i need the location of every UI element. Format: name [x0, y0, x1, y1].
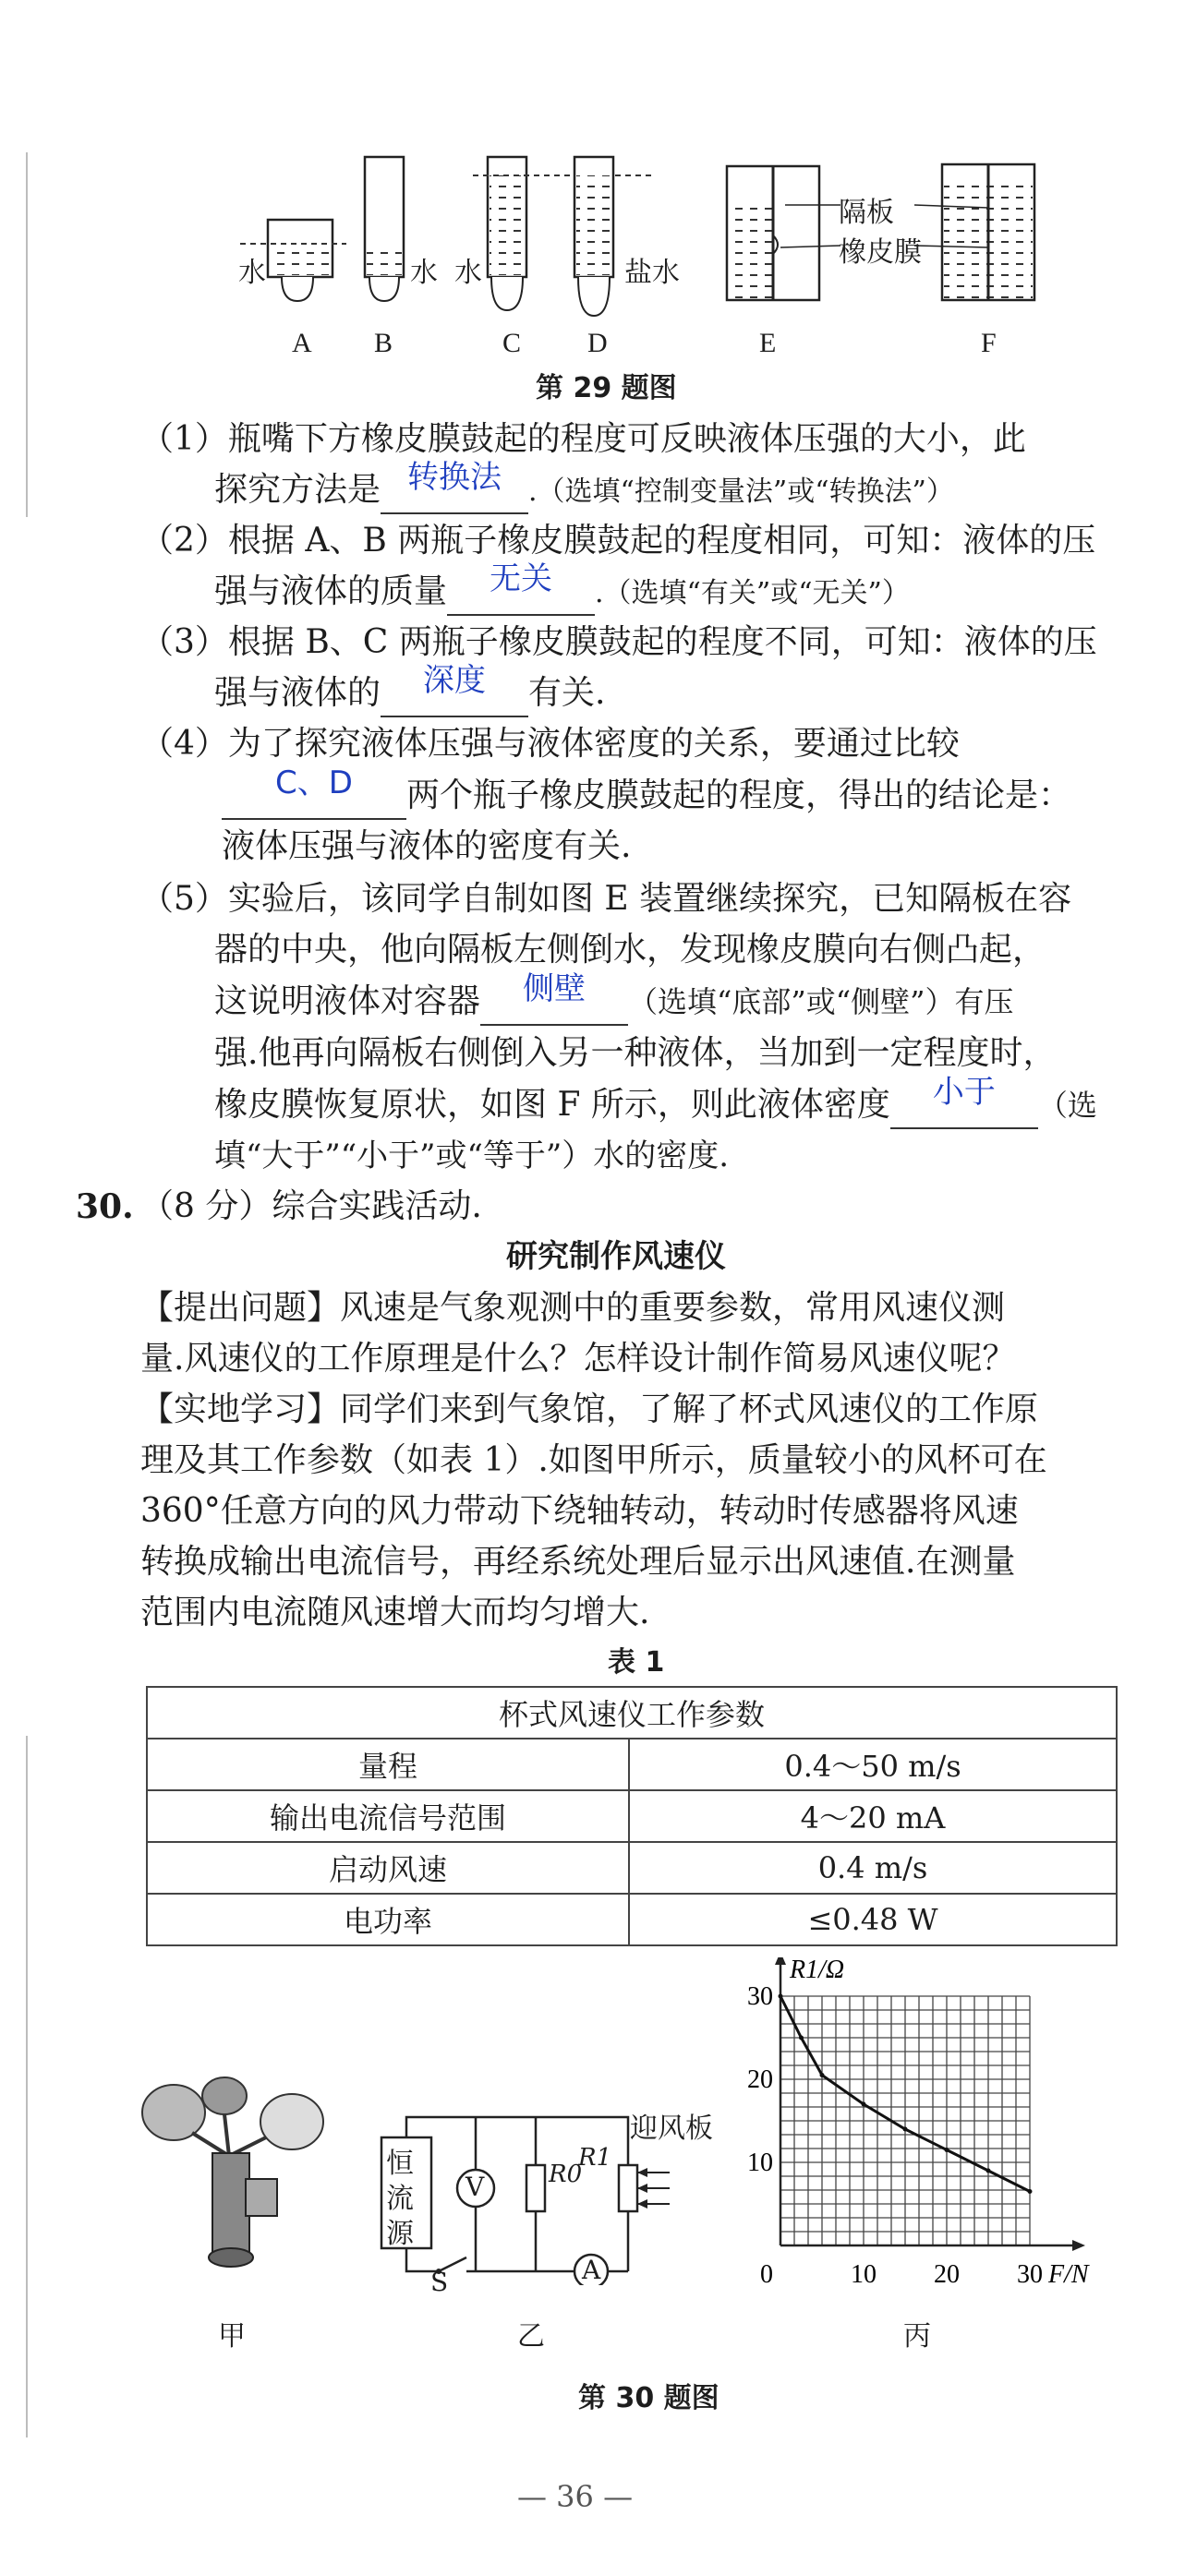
table-1-title: 表 1 [608, 1646, 665, 1679]
q29-s1b-pre: 探究方法是 [214, 471, 381, 509]
x-tick-label: 10 [851, 2260, 877, 2289]
answer-blank-3[interactable] [381, 662, 528, 717]
q29-s2b-post: .（选填“有关”或“无关”） [595, 577, 910, 609]
q29-s2b [214, 560, 910, 616]
table-cell-name: 电功率 [147, 1894, 629, 1945]
label-e: E [759, 328, 777, 358]
label-b: B [374, 328, 393, 358]
table-cell-value: 0.4 m/s [629, 1842, 1117, 1894]
q30-title: 研究制作风速仪 [506, 1238, 726, 1275]
label-rubber: 橡皮膜 [839, 237, 922, 268]
q30-p2a: 【实地学习】同学们来到气象馆，了解了杯式风速仪的工作原 [140, 1390, 1039, 1428]
panel-label-jia: 甲 [218, 2321, 246, 2352]
origin-label: 0 [760, 2260, 773, 2289]
data-point [820, 2073, 825, 2077]
q30-p2b: 理及其工作参数（如表 1）.如图甲所示，质量较小的风杯可在 [140, 1441, 1047, 1479]
answer-5: 侧壁 [523, 970, 586, 1007]
switch-label: S [430, 2267, 449, 2297]
wind-plate-label: 迎风板 [630, 2113, 713, 2145]
q29-s5e [214, 1074, 1097, 1129]
table-row [147, 1739, 1117, 1790]
q29-s3b [214, 662, 606, 717]
q29-s3b-pre: 强与液体的 [214, 674, 381, 712]
y-axis-arrow [775, 1957, 786, 1965]
q30-number: 30. [76, 1187, 134, 1226]
x-axis-arrow [1072, 2240, 1085, 2251]
answer-3: 深度 [423, 662, 487, 699]
table-row [147, 1842, 1117, 1894]
panel-label-bing: 丙 [903, 2321, 931, 2352]
container-e [727, 166, 840, 300]
q29-s3a: （3）根据 B、C 两瓶子橡皮膜鼓起的程度不同，可知：液体的压 [140, 623, 1097, 661]
answer-blank-5[interactable] [480, 970, 628, 1026]
data-point [799, 2036, 804, 2040]
data-point [945, 2148, 949, 2152]
q29-s4b [222, 764, 1072, 820]
container-f [914, 164, 1034, 300]
answer-6: 小于 [932, 1074, 996, 1111]
x-tick-label: 30 [1017, 2260, 1043, 2289]
fig30-caption: 第 30 题图 [578, 2382, 719, 2414]
table-header-row [147, 1687, 1117, 1739]
ammeter-label: A [582, 2255, 601, 2285]
q29-s1a: （1）瓶嘴下方橡皮膜鼓起的程度可反映液体压强的大小，此 [140, 420, 1026, 458]
q29-s5b: 器的中央，他向隔板左侧倒水，发现橡皮膜向右侧凸起， [214, 931, 1046, 969]
q29-s5a: （5）实验后，该同学自制如图 E 装置继续探究，已知隔板在容 [140, 880, 1072, 918]
q29-s4b-post: 两个瓶子橡皮膜鼓起的程度，得出的结论是： [406, 776, 1072, 814]
q29-s2b-pre: 强与液体的质量 [214, 572, 448, 610]
bottle-b [365, 157, 404, 301]
table-cell-value: ≤0.48 W [629, 1894, 1117, 1945]
x-axis-label: F/N [1048, 2260, 1089, 2289]
q30-p1b: 量.风速仪的工作原理是什么？怎样设计制作简易风速仪呢？ [140, 1340, 1016, 1378]
label-partition: 隔板 [839, 198, 894, 228]
table-header: 杯式风速仪工作参数 [147, 1687, 1117, 1739]
answer-blank-2[interactable] [447, 560, 595, 616]
y-axis-label: R1/Ω [790, 1957, 845, 1984]
data-point [779, 1994, 783, 1999]
q29-s5c [214, 970, 1014, 1026]
y-tick-label: 20 [747, 2065, 773, 2094]
x-tick-label: 20 [934, 2260, 960, 2289]
resistance-force-graph [744, 1957, 1131, 2290]
bottle-d [574, 157, 613, 316]
table-cell-value: 0.4～50 m/s [629, 1739, 1117, 1790]
page-number: — 36 — [517, 2479, 634, 2514]
label-a: A [292, 328, 312, 358]
data-point [903, 2127, 908, 2132]
q29-s5d: 强.他再向隔板右侧倒入另一种液体，当加到一定程度时， [214, 1034, 1057, 1072]
label-salt-water: 盐水 [624, 258, 680, 288]
panel-label-yi: 乙 [517, 2321, 545, 2352]
data-point [1028, 2189, 1033, 2194]
q29-s3b-post: 有关. [528, 674, 606, 712]
q29-s5c-pre: 这说明液体对容器 [214, 982, 481, 1020]
q29-s5e-post: （选 [1037, 1088, 1097, 1123]
label-water-a: 水 [238, 258, 266, 288]
q30-p2e: 范围内电流随风速增大而均匀增大. [140, 1594, 650, 1631]
q29-s5f: 填“大于”“小于”或“等于”）水的密度. [214, 1138, 730, 1174]
answer-blank-1[interactable] [381, 459, 528, 514]
fig29-caption: 第 29 题图 [536, 372, 677, 404]
y-tick-label: 10 [747, 2149, 773, 2177]
answer-blank-6[interactable] [890, 1074, 1038, 1129]
q29-s2a: （2）根据 A、B 两瓶子橡皮膜鼓起的程度相同，可知：液体的压 [140, 522, 1096, 560]
table-row [147, 1790, 1117, 1842]
label-water-c: 水 [454, 258, 482, 288]
label-water-b: 水 [410, 258, 438, 288]
answer-1: 转换法 [407, 459, 502, 496]
y-tick-label: 30 [747, 1982, 773, 2011]
data-point [862, 2102, 866, 2107]
answer-2: 无关 [490, 560, 553, 597]
table-row [147, 1894, 1117, 1945]
q30-p2d: 转换成输出电流信号，再经系统处理后显示出风速值.在测量 [140, 1543, 1016, 1581]
q29-s1b-post: .（选填“控制变量法”或“转换法”） [528, 475, 954, 508]
r1-label: R1 [578, 2144, 612, 2172]
table-cell-name: 量程 [147, 1739, 629, 1790]
voltmeter-label: V [466, 2172, 485, 2202]
q30-intro: （8 分）综合实践活动. [140, 1187, 482, 1225]
q29-s4c: 液体压强与液体的密度有关. [222, 827, 632, 865]
table-cell-name: 启动风速 [147, 1842, 629, 1894]
table-cell-name: 输出电流信号范围 [147, 1790, 629, 1842]
q29-s5e-pre: 橡皮膜恢复原状，如图 F 所示，则此液体密度 [214, 1086, 890, 1124]
parameter-table [146, 1686, 1118, 1946]
label-f: F [981, 328, 997, 358]
answer-4: C、D [275, 764, 353, 801]
q29-s5c-post: （选填“底部”或“侧壁”）有压 [628, 984, 1014, 1019]
q30-p2c: 360°任意方向的风力带动下绕轴转动，转动时传感器将风速 [140, 1492, 1019, 1530]
label-d: D [587, 328, 608, 358]
q30-p1a: 【提出问题】风速是气象观测中的重要参数，常用风速仪测 [140, 1289, 1006, 1327]
anemometer-illustration [137, 2068, 335, 2290]
current-source-label: 恒流源 [386, 2148, 414, 2250]
label-c: C [502, 328, 522, 358]
table-cell-value: 4～20 mA [629, 1790, 1117, 1842]
q29-s4a: （4）为了探究液体压强与液体密度的关系，要通过比较 [140, 725, 960, 763]
r0-label: R0 [549, 2161, 583, 2188]
answer-blank-4[interactable] [222, 764, 406, 820]
q29-s1b [214, 459, 954, 514]
data-point [986, 2169, 991, 2173]
